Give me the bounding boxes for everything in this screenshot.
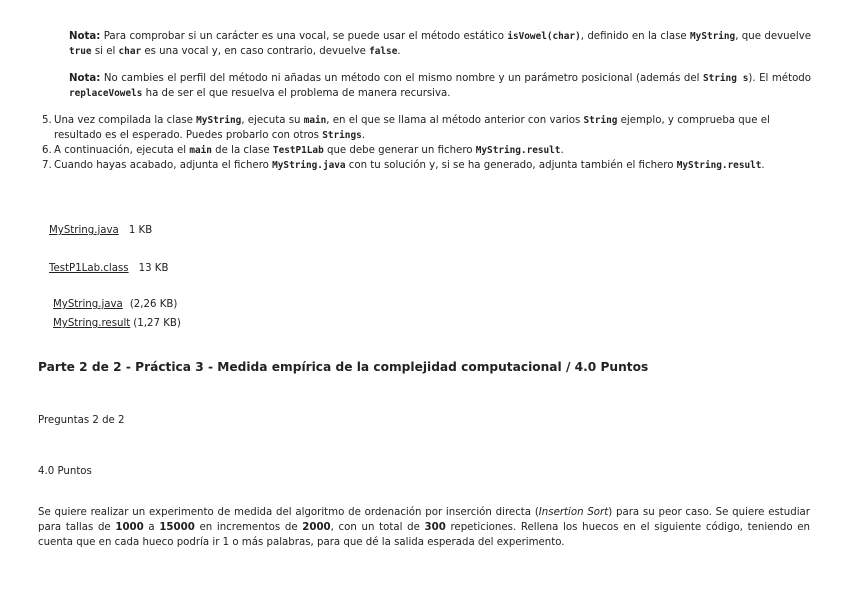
step-item: 7. Cuando hayas acabado, adjunta el fichero MyString.java con tu solución y, si se ha generado, adjunta también el fichero MyString.result.: [42, 160, 765, 171]
code-string-s: String s: [702, 73, 749, 84]
attachment-mystring-java: [49, 223, 152, 238]
step-number: 6.: [42, 145, 52, 156]
submitted-file-size: (1,27 KB): [133, 318, 181, 329]
step-item: 5. Una vez compilada la clase MyString, ejecuta su main, en el que se llama al método anterior con varios String ejemplo, y comprueba que el resultado es el esperado. Puedes probarlo con otros Strings.: [42, 115, 770, 141]
code-true: true: [69, 46, 92, 57]
note-label: Nota:: [69, 73, 101, 84]
attachment-size: 13 KB: [138, 263, 169, 274]
question-text: Se quiere realizar un experimento de medida del algoritmo de ordenación por inserción directa (Insertion Sort) para su peor caso. Se quiere estudiar para tallas de 1000 a 15000 en incrementos de 2000, con un total de 300 repeticiones. Rellena los huecos en el siguiente código, teniendo en cuenta que en cada hueco podría ir 1 o más palabras, para que dé la salida esperada del experimento.: [38, 507, 810, 548]
submitted-file-mystring-result: [53, 316, 181, 331]
submitted-file-link[interactable]: MyString.java: [53, 299, 123, 310]
code-char: char: [118, 46, 142, 57]
code-replacevowels: replaceVowels: [69, 88, 143, 99]
submitted-file-link[interactable]: MyString.result: [53, 318, 131, 329]
note-method-profile: Nota: No cambies el perfil del método ni añadas un método con el mismo nombre y un parámetro posicional (además del String s). El método replaceVowels ha de ser el que resuelva el problema de manera recursiva.: [69, 73, 812, 99]
attachment-link[interactable]: MyString.java: [49, 225, 119, 236]
question-points: 4.0 Puntos: [38, 466, 92, 477]
submitted-file-mystring-java: [53, 297, 177, 312]
instruction-steps: [42, 113, 812, 173]
code-false: false: [369, 46, 398, 57]
question-counter: Preguntas 2 de 2: [38, 415, 125, 426]
attachment-testp1lab-class: [49, 261, 168, 276]
attachment-size: 1 KB: [128, 225, 153, 236]
submitted-file-size: (2,26 KB): [129, 299, 178, 310]
code-isvowel: isVowel(char): [507, 31, 581, 42]
attachment-link[interactable]: TestP1Lab.class: [49, 263, 129, 274]
step-number: 7.: [42, 160, 52, 171]
step-number: 5.: [42, 115, 52, 126]
step-item: 6. A continuación, ejecuta el main de la clase TestP1Lab que debe generar un fichero MyString.result.: [42, 145, 564, 156]
part-title: Parte 2 de 2 - Práctica 3 - Medida empírica de la complejidad computacional / 4.0 Puntos: [38, 360, 649, 374]
note-vowel-check: Nota: Para comprobar si un carácter es una vocal, se puede usar el método estático isVowel(char), definido en la clase MyString, que devuelve true si el char es una vocal y, en caso contrario, devuelve false.: [69, 31, 811, 57]
note-label: Nota:: [69, 31, 101, 42]
code-mystring: MyString: [690, 31, 736, 42]
